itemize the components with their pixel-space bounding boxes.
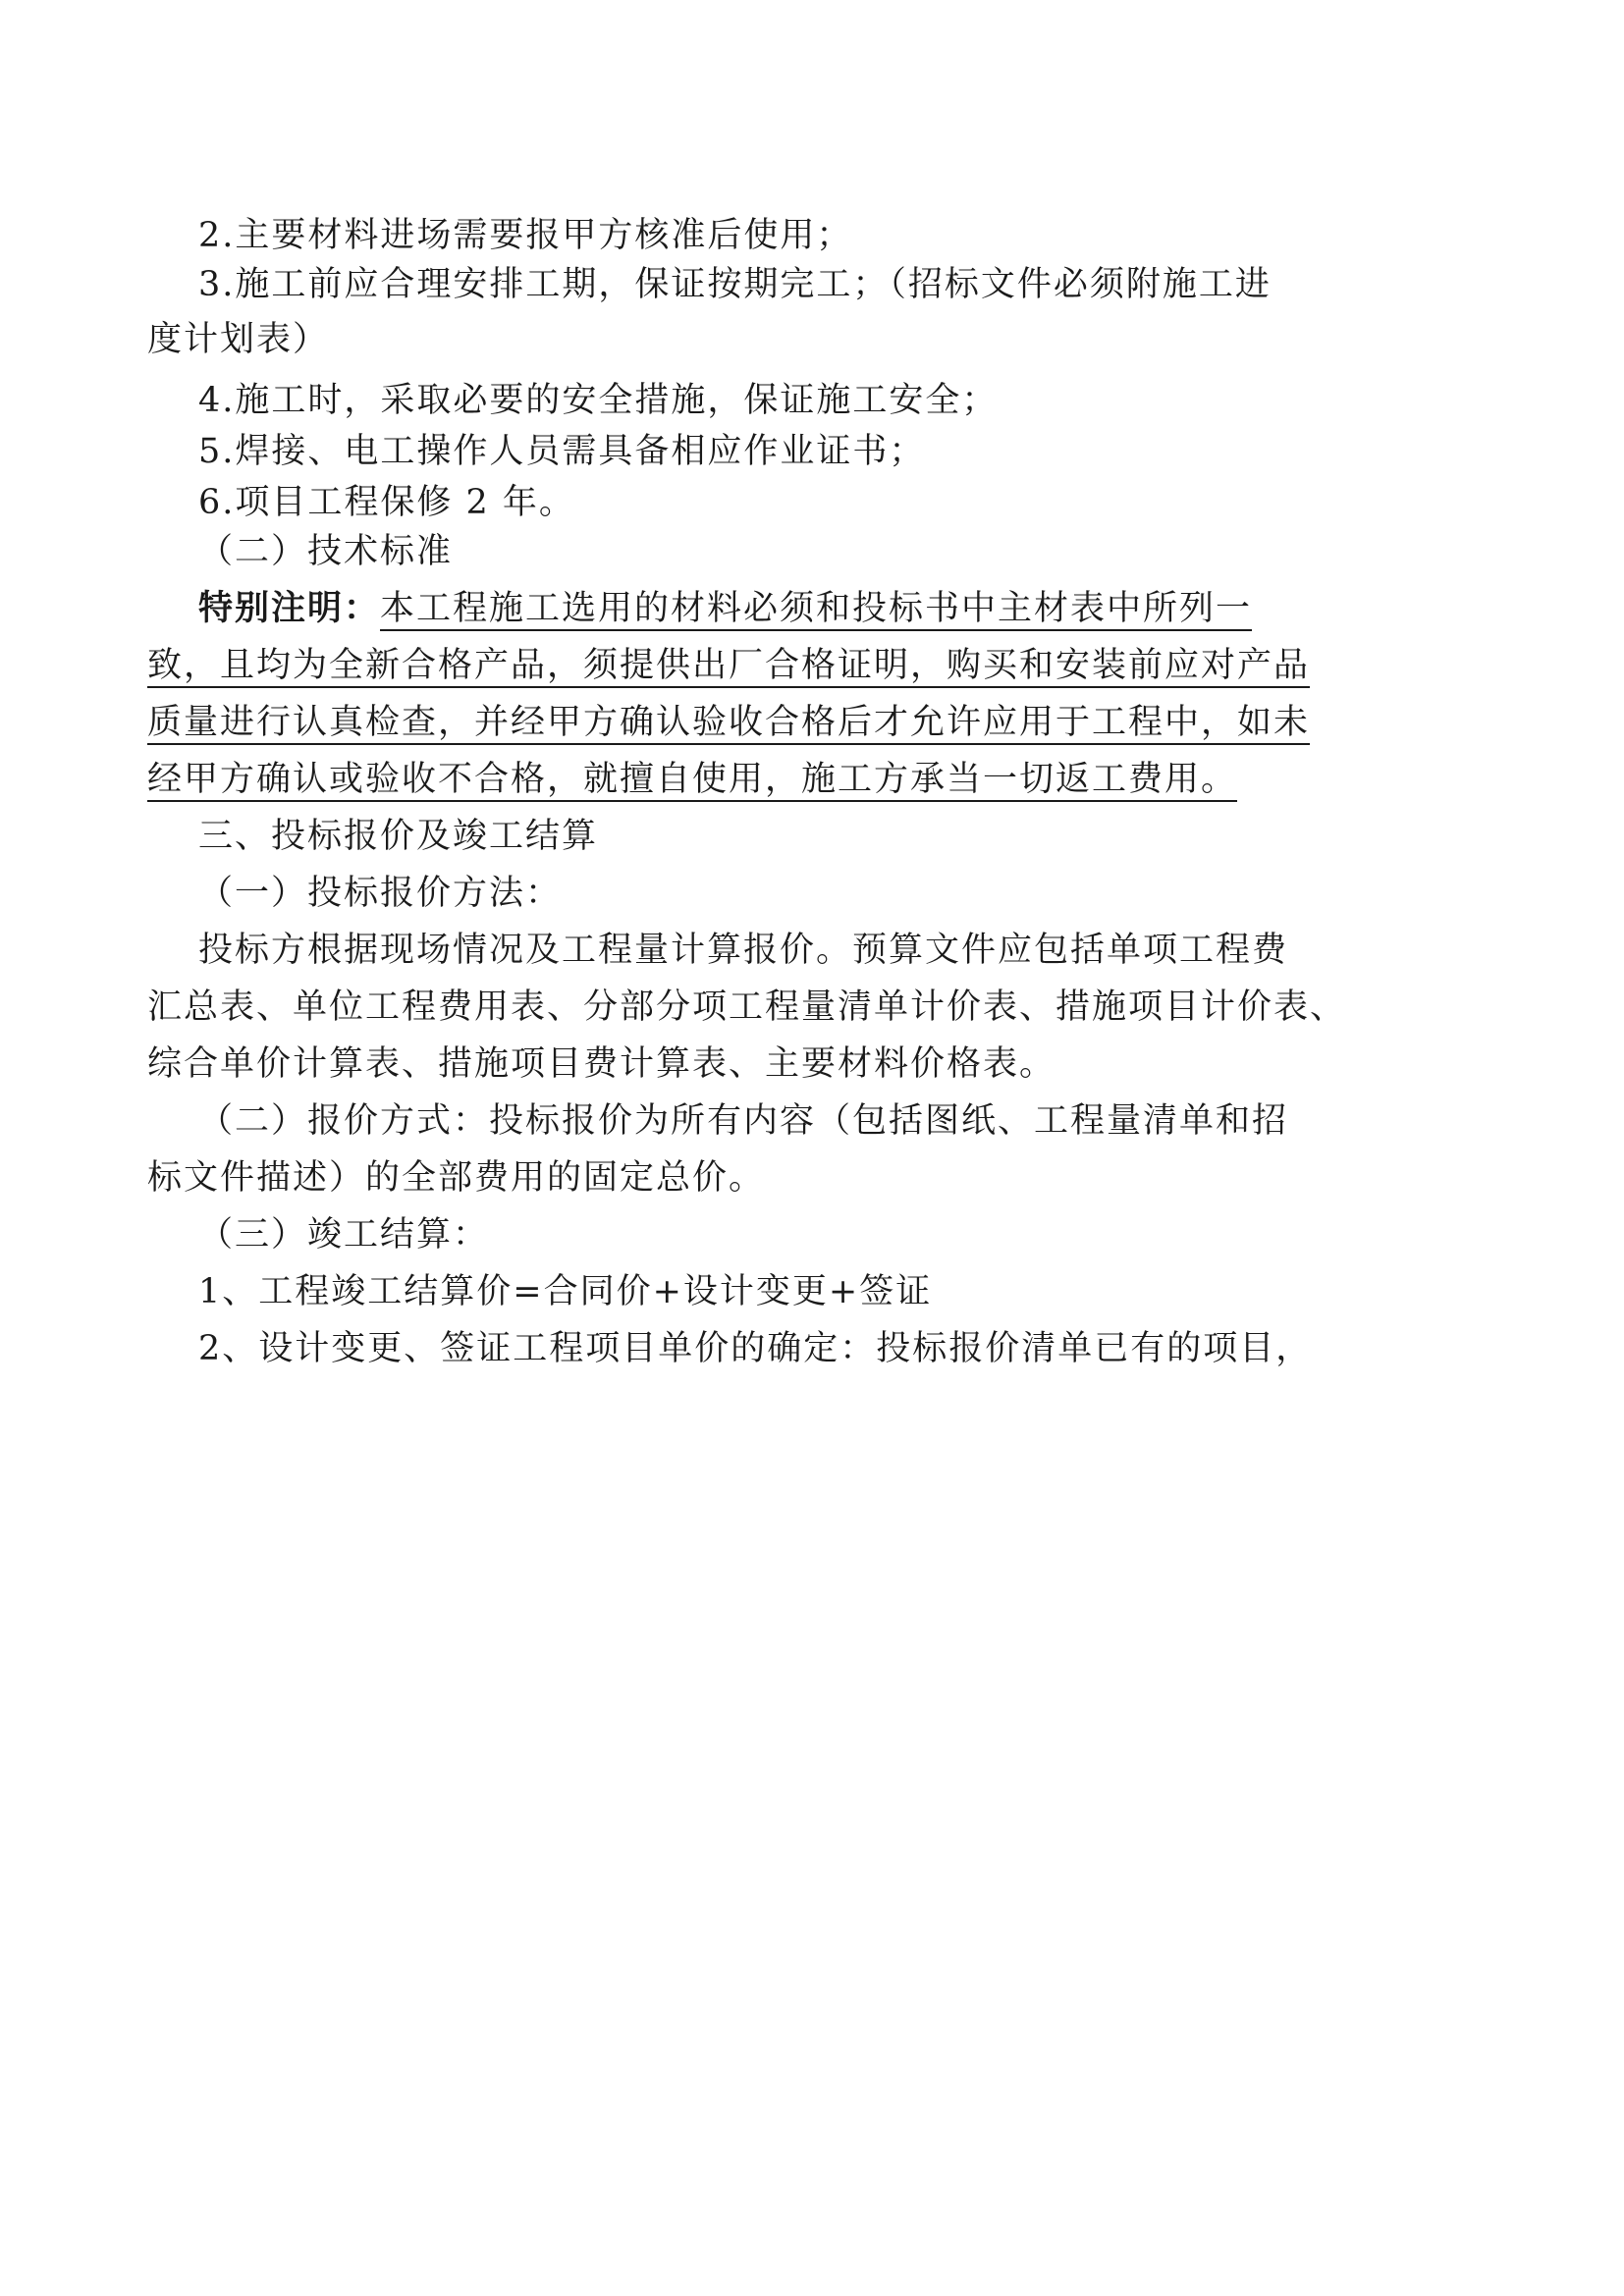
tech-standard-heading: （二）技术标准: [198, 532, 454, 571]
special-note-text-1: 本工程施工选用的材料必须和投标书中主材表中所列一: [380, 589, 1253, 628]
settlement-heading: （三）竣工结算：: [198, 1215, 490, 1255]
requirement-3-line2: 度计划表）: [147, 320, 330, 359]
settlement-item-2: 2、设计变更、签证工程项目单价的确定：投标报价清单已有的项目，: [198, 1329, 1313, 1368]
settlement-item-1: 1、工程竣工结算价=合同价+设计变更+签证: [198, 1272, 933, 1311]
requirement-2: 2.主要材料进场需要报甲方核准后使用；: [198, 216, 853, 255]
quote-method-line1: （二）报价方式：投标报价为所有内容（包括图纸、工程量清单和招: [198, 1101, 1289, 1141]
requirement-4: 4.施工时，采取必要的安全措施，保证施工安全；: [198, 381, 999, 420]
special-note-label: 特别注明：: [198, 588, 381, 628]
bid-method-line2: 汇总表、单位工程费用表、分部分项工程量清单计价表、措施项目计价表、: [147, 988, 1347, 1027]
bid-method-line3: 综合单价计算表、措施项目费计算表、主要材料价格表。: [147, 1044, 1056, 1084]
special-note-line4: 经甲方确认或验收不合格，就擅自使用，施工方承当一切返工费用。: [147, 760, 1238, 799]
special-note-line1: [198, 581, 1252, 630]
section-3-heading: 三、投标报价及竣工结算: [198, 817, 599, 856]
bid-method-line1: 投标方根据现场情况及工程量计算报价。预算文件应包括单项工程费: [198, 931, 1289, 970]
requirement-5: 5.焊接、电工操作人员需具备相应作业证书；: [198, 432, 926, 471]
quote-method-line2: 标文件描述）的全部费用的固定总价。: [147, 1158, 766, 1198]
special-note-line3: 质量进行认真检查，并经甲方确认验收合格后才允许应用于工程中，如未: [147, 703, 1311, 742]
requirement-3-line1: 3.施工前应合理安排工期，保证按期完工；（招标文件必须附施工进: [198, 265, 1272, 304]
special-note-line2: 致，且均为全新合格产品，须提供出厂合格证明，购买和安装前应对产品: [147, 646, 1311, 685]
bid-method-heading: （一）投标报价方法：: [198, 874, 563, 913]
requirement-6: 6.项目工程保修 2 年。: [198, 483, 575, 522]
